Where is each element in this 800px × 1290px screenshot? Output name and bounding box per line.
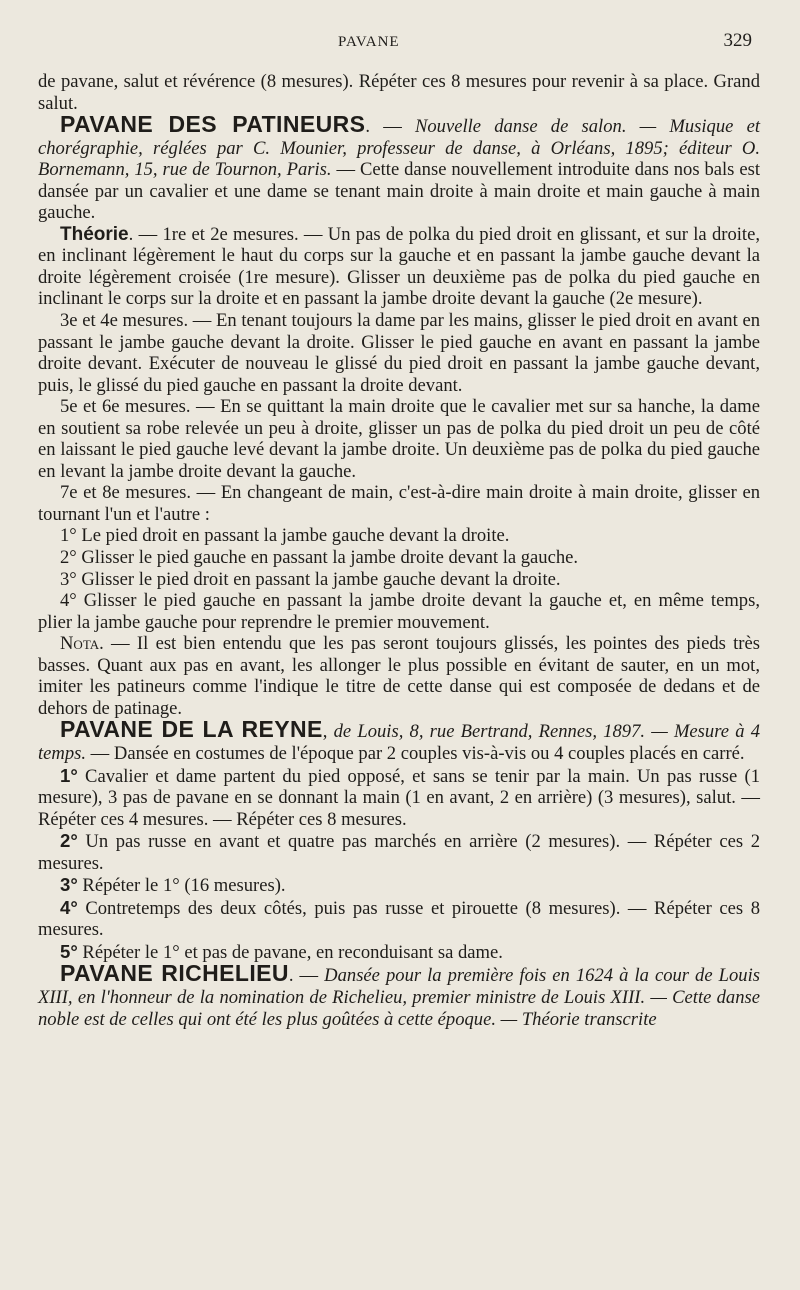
entry-title: PAVANE DE LA REYNE <box>60 716 323 743</box>
figure-number: 4° <box>60 896 78 918</box>
figure-number: 5° <box>60 940 78 962</box>
figure-item <box>38 830 760 874</box>
paragraph-mesures-3-4: 3e et 4e mesures. — En tenant toujours la dame par les mains, glisser le pied droit en avant en passant le jambe gauche devant la droite. Glisser le pied gauche en avant en passant la jambe droite devant. Exécuter de nouveau le glissé du pied droit en passant la jambe gauche devant, puis, le glissé du pied gauche en passant la droite devant. <box>38 310 760 396</box>
paragraph-mesures-7-8: 7e et 8e mesures. — En changeant de main, c'est-à-dire main droite à main droite, glisser en tournant l'un et l'autre : <box>38 482 760 525</box>
page-body <box>38 71 760 1030</box>
entry-pavane-des-patineurs <box>38 111 760 224</box>
figure-item <box>38 897 760 941</box>
separator: , <box>322 721 334 743</box>
figure-number: 2° <box>60 830 78 852</box>
paragraph-theorie <box>38 224 760 310</box>
entry-description: — Dansée en costumes de l'époque par 2 couples vis-à-vis ou 4 couples placés en carré. <box>86 742 745 764</box>
figure-number: 3° <box>60 874 78 896</box>
page-header <box>0 30 800 54</box>
figure-number: 1° <box>60 764 78 786</box>
paragraph-mesures-5-6: 5e et 6e mesures. — En se quittant la main droite que le cavalier met sur sa hanche, la dame en soutient sa robe relevée un peu à droite, glisser un pas de polka du pied droit un peu de côté en laissant le pied gauche levé devant la jambe droite. Un deuxième pas de polka du pied gauche en levant la jambe droite devant la gauche. <box>38 396 760 482</box>
entry-intro: Nouvelle danse de salon. — Musique et chorégraphie, réglées par C. Mounier, professeur de danse, à Orléans, 1895; éditeur O. Bornemann, 15, rue de Tournon, Paris. <box>38 116 760 181</box>
figure-item <box>38 874 760 897</box>
entry-title: PAVANE DES PATINEURS <box>60 111 366 138</box>
entry-pavane-de-la-reyne <box>38 716 761 764</box>
paragraph-nota <box>38 633 760 719</box>
figure-text: Cavalier et dame partent du pied opposé, et sans se tenir par la main. Un pas russe (1 mesure), 3 pas de pavane en se donnant la main (1 en avant, 2 en arrière) (3 mesures), salut. — Répéter ces 4 mesures. — Répéter ces 8 mesures. <box>38 765 760 830</box>
figure-text: Contretemps des deux côtés, puis pas russe et pirouette (8 mesures). — Répéter ces 8 mesures. <box>38 897 760 941</box>
step-item: 3° Glisser le pied droit en passant la jambe gauche devant la droite. <box>60 568 561 590</box>
entry-intro: de Louis, 8, rue Bertrand, Rennes, 1897. — Mesure à 4 temps. <box>38 721 761 764</box>
separator: . — <box>288 965 325 987</box>
paragraph-continuation: de pavane, salut et révérence (8 mesures). Répéter ces 8 mesures pour revenir à sa place. Grand salut. <box>38 71 760 114</box>
theorie-label: Théorie <box>60 223 129 245</box>
step-item: 2° Glisser le pied gauche en passant la jambe droite devant la gauche. <box>60 547 579 569</box>
nota-text: . — Il est bien entendu que les pas seront toujours glissés, les pointes des pieds très basses. Quant aux pas en avant, les allonger le plus possible en évitant de sauter, en un mot, imiter les patineurs comme l'indique le titre de cette danse qui est composée de dedans et de dehors de patinage. <box>38 633 760 719</box>
entry-title: PAVANE RICHELIEU <box>60 960 289 987</box>
page-number: 329 <box>723 30 752 51</box>
entry-description: — Cette danse nouvellement introduite dans nos bals est dansée par un cavalier et une dame se tenant main droite à main droite et main gauche à main gauche. <box>38 159 760 224</box>
separator: . — <box>365 116 415 138</box>
figure-item <box>38 765 760 831</box>
running-title: PAVANE <box>338 34 400 50</box>
entry-intro: Dansée pour la première fois en 1624 à la cour de Louis XIII, en l'honneur de la nomination de Richelieu, premier ministre de Louis XIII. — Cette danse noble est de celles qui ont été les plus goûtées à cette époque. — Théorie transcrite <box>38 965 760 1030</box>
step-item: 1° Le pied droit en passant la jambe gauche devant la droite. <box>60 525 510 547</box>
figure-text: Un pas russe en avant et quatre pas marchés en arrière (2 mesures). — Répéter ces 2 mesures. <box>38 831 760 874</box>
entry-pavane-richelieu <box>38 960 760 1030</box>
theorie-text: . — 1re et 2e mesures. — Un pas de polka du pied droit en glissant, et sur la droite, en inclinant légèrement le haut du corps sur la gauche et en passant la jambe gauche devant la droite légèrement croisée (1re mesure). Glisser un deuxième pas de polka du pied gauche en inclinant le corps sur la droite et en passant la jambe droite devant la gauche (2e mesure). <box>38 223 760 310</box>
nota-label: Nota <box>60 633 100 655</box>
figure-text: Répéter le 1° et pas de pavane, en reconduisant sa dame. <box>77 941 503 963</box>
step-item: 4° Glisser le pied gauche en passant la jambe droite devant la gauche et, en même temps, plier la jambe gauche pour reprendre le premier mouvement. <box>38 590 760 633</box>
figure-text: Répéter le 1° (16 mesures). <box>77 875 286 897</box>
